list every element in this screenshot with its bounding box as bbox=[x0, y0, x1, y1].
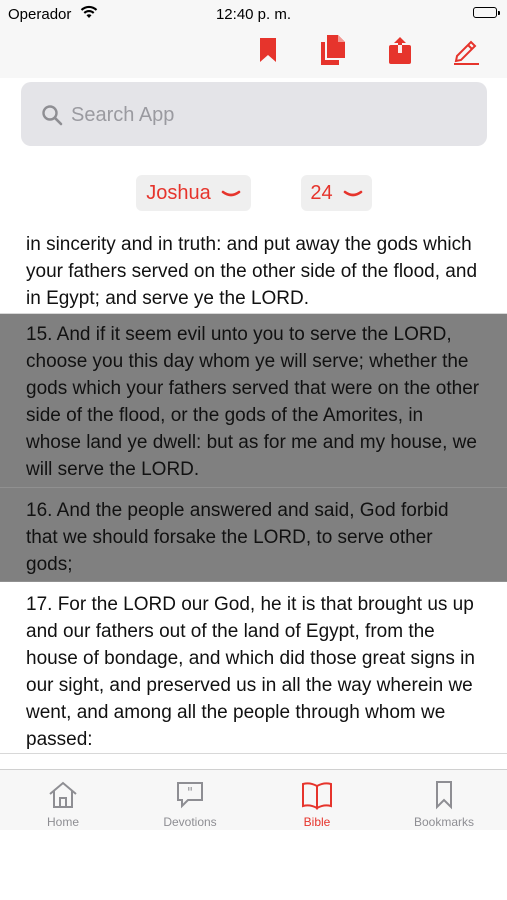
top-toolbar bbox=[0, 28, 507, 79]
edit-button[interactable] bbox=[450, 36, 482, 68]
search-icon bbox=[41, 104, 63, 131]
tab-bible[interactable] bbox=[254, 770, 380, 831]
status-bar bbox=[0, 0, 507, 28]
battery-icon bbox=[473, 7, 497, 18]
tab-home[interactable] bbox=[0, 770, 126, 831]
tab-home-label: Home bbox=[46, 815, 79, 829]
verse-text: 15. And if it seem evil unto you to serve the LORD, choose you this day whom ye will serve; whether the gods which your fathers served that were on the other side of the flood, or the gods of the Amorites, in whose land ye dwell: but as for me and my house, we will serve the LORD. bbox=[26, 324, 480, 480]
tab-bookmarks[interactable] bbox=[381, 770, 507, 831]
book-picker[interactable] bbox=[136, 175, 251, 211]
chevron-down-icon bbox=[343, 182, 363, 205]
verse-text: in sincerity and in truth: and put away the gods which your fathers served on the other side of the flood, and in Egypt; and serve ye the LORD. bbox=[26, 234, 478, 309]
chapter-picker[interactable] bbox=[301, 175, 372, 211]
clock-label: 12:40 p. m. bbox=[215, 6, 292, 23]
chevron-down-icon bbox=[221, 182, 241, 205]
share-icon bbox=[387, 35, 413, 70]
svg-text:": " bbox=[187, 786, 193, 801]
bookmark-icon bbox=[259, 37, 277, 68]
bookmark-outline-icon bbox=[381, 780, 507, 810]
verse-row-selected[interactable] bbox=[0, 314, 507, 488]
chapter-picker-label: 24 bbox=[310, 181, 333, 204]
verse-text: 16. And the people answered and said, God forbid that we should forsake the LORD, to serve other gods; bbox=[26, 500, 449, 575]
tab-bar bbox=[0, 769, 507, 831]
tab-bible-label: Bible bbox=[303, 815, 331, 829]
verse-row-selected[interactable] bbox=[0, 488, 507, 582]
book-picker-label: Joshua bbox=[146, 181, 211, 204]
home-icon bbox=[0, 780, 126, 810]
passage-selector bbox=[0, 153, 507, 231]
search-area bbox=[0, 78, 507, 153]
verse-row[interactable] bbox=[0, 231, 507, 314]
verse-row[interactable] bbox=[0, 582, 507, 754]
verse-list[interactable] bbox=[0, 231, 507, 769]
share-button[interactable] bbox=[384, 36, 416, 68]
copy-icon bbox=[319, 34, 347, 71]
verse-text: 17. For the LORD our God, he it is that brought us up and our fathers out of the land of Egypt, from the house of bondage, and which did those great signs in our sight, and preserved us in all the way wherein we went, and among all the people through whom we passed: bbox=[26, 594, 475, 750]
bottom-blank-area bbox=[0, 830, 507, 900]
tab-devotions[interactable] bbox=[127, 770, 253, 831]
search-input[interactable] bbox=[69, 82, 473, 148]
carrier-label: Operador bbox=[8, 6, 72, 23]
edit-icon bbox=[451, 35, 481, 70]
search-bar[interactable] bbox=[21, 82, 487, 146]
tab-bookmarks-label: Bookmarks bbox=[413, 815, 475, 829]
tab-devotions-label: Devotions bbox=[163, 815, 217, 829]
quote-bubble-icon bbox=[127, 780, 253, 810]
book-icon bbox=[254, 780, 380, 810]
copy-button[interactable] bbox=[317, 36, 349, 68]
bookmark-button[interactable] bbox=[252, 36, 284, 68]
